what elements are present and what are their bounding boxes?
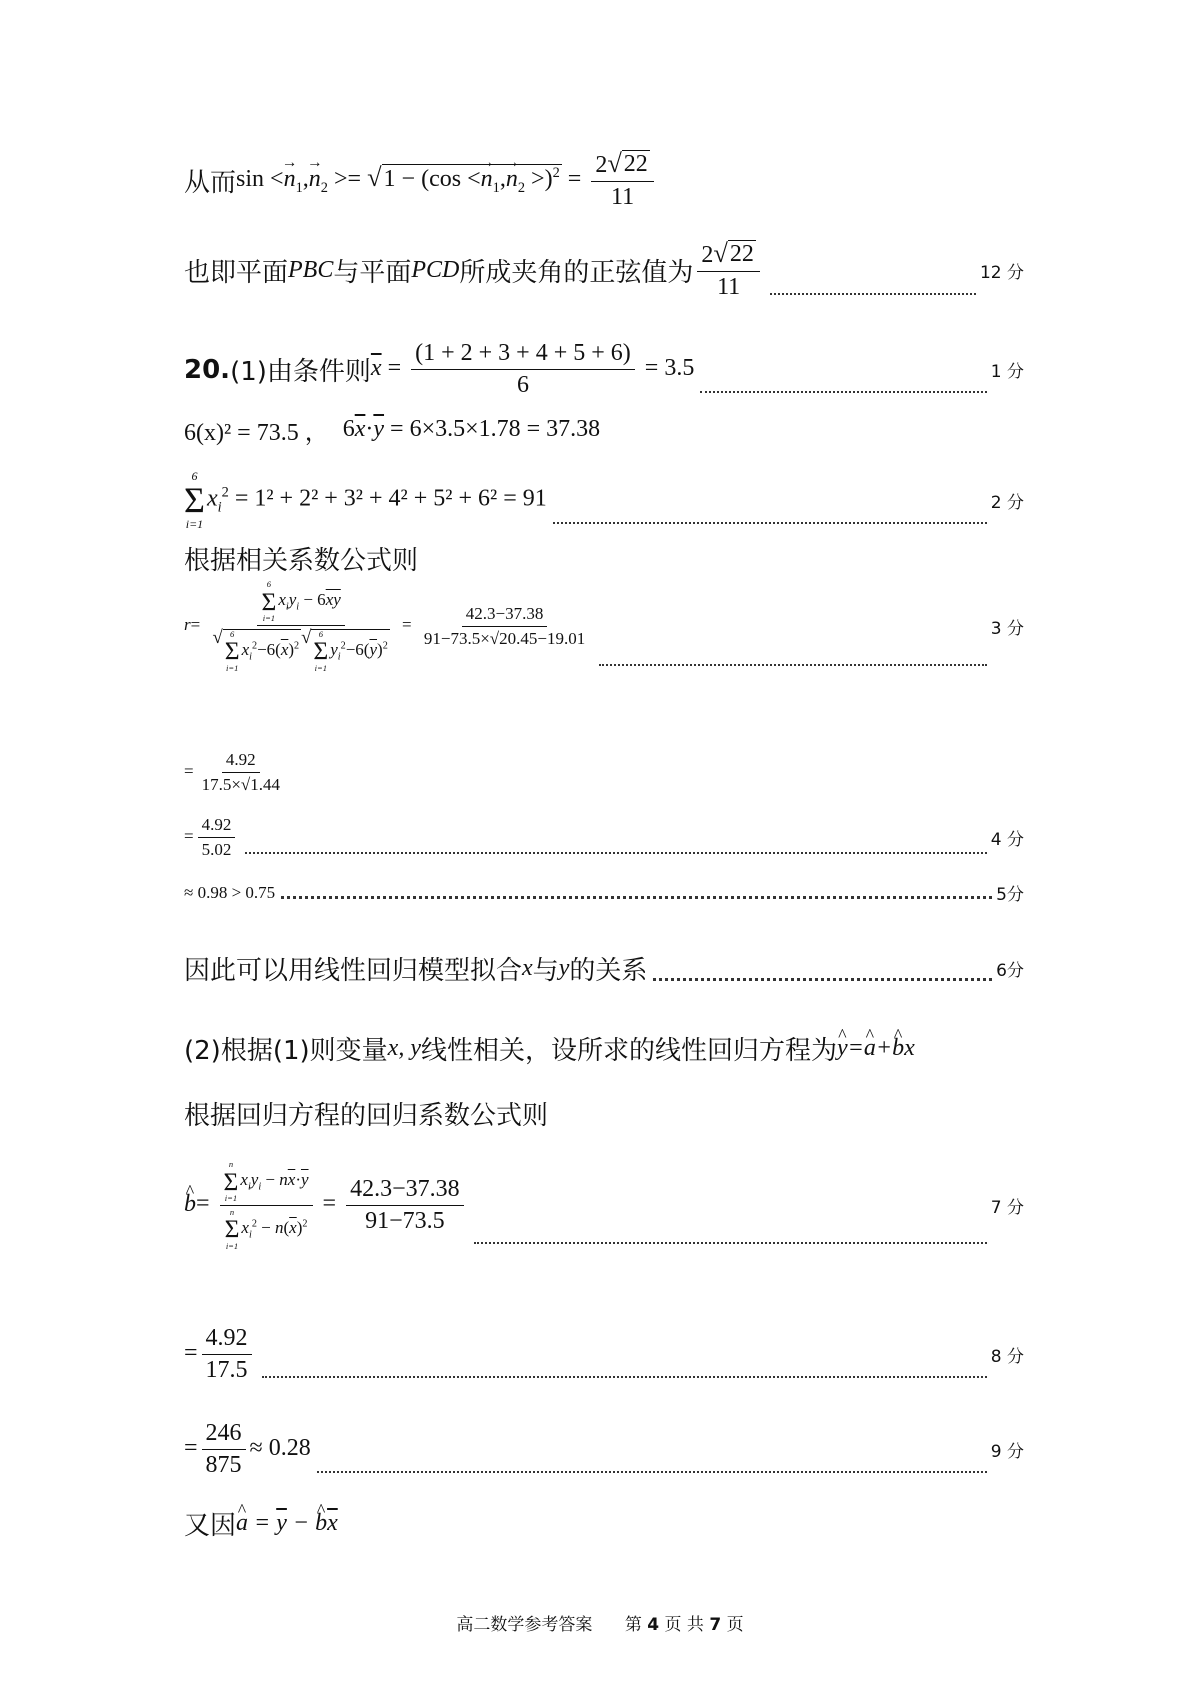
line-b-step (184, 1325, 1024, 1384)
line-part2 (184, 1030, 1024, 1067)
line-b-result (184, 1420, 1024, 1479)
line-plane-angle (184, 240, 1024, 301)
a-formula: ^ $a = \overline{y}$ − ^ $b\overline{x}$ (236, 1510, 338, 1537)
footer-di: 第 (624, 1615, 642, 1635)
sqrt-expression: √ $1 - (\cos <\to n_1,\to n_2 >)^2$ (367, 164, 562, 197)
score-8: 8 分 (990, 1347, 1024, 1367)
text-plane: 也即平面 (184, 258, 289, 288)
math-mean: $\overline{x}$ = $\frac{(1 + 2 + 3 + 4 + 5 + 6)}{6}$ = 3.5 (370, 340, 695, 398)
question-number: 20. (184, 354, 231, 385)
footer-gong: 共 (686, 1615, 704, 1635)
dot-leader (317, 1471, 987, 1473)
line-sin-result (184, 150, 1024, 211)
r-approx: ≈ 0.98 > 0.75 (184, 882, 276, 902)
expr-6xy: $6\overline{x}\cdot\overline{y} = 6\times 3.5\times 1.78 = 37.38$ (342, 416, 601, 442)
sum-expression: 6 Σ i=1 $x_i^2 = 1^2 + 2^2 + 3^2 + 4^2 + 5^2 + 6^2 = 91$ (184, 469, 547, 531)
line-r-step2 (184, 815, 1024, 860)
dot-leader (653, 978, 992, 981)
dot-leader (245, 852, 986, 854)
score-7: 7 分 (990, 1197, 1024, 1218)
dot-leader (262, 1376, 987, 1378)
fraction-result: 2 √ 22 11 (697, 240, 759, 301)
line-conclusion (184, 950, 1024, 987)
footer-ye: 页 (664, 1615, 682, 1635)
plane-pcd: PCD (411, 257, 460, 283)
line-sum-x-squared (184, 470, 1024, 530)
page-number: 4 (647, 1615, 660, 1635)
score-1: 1 分 (990, 362, 1024, 382)
sin-label: sin (236, 166, 265, 193)
b-formula: ^ b= n Σ i=1 $x_iy_i - n\overline{x}\cdot\overline{y}$ n Σ i=1 $x_i^2 - n(\overline{x})^2$ = $\frac{42.3-37.38}{91-73.5}$ (184, 1160, 468, 1250)
text-also: 又因 (184, 1511, 237, 1541)
vars-xy: x, y (387, 1035, 421, 1061)
regression-equation: ^ y=^ a+^ bx (837, 1035, 915, 1062)
expr-6xbar-squared: 6(x)² = 73.5 ， (184, 420, 329, 446)
line-mean-x (184, 340, 1024, 399)
score-6: 6分 (996, 961, 1024, 981)
line-intermediates (184, 412, 1024, 447)
line-r-step (184, 750, 1024, 795)
b-step-fraction: = $\frac{4.92}{17.5}$ (184, 1325, 256, 1384)
line-a-formula (184, 1505, 1024, 1542)
footer-ye2: 页 (726, 1615, 744, 1635)
dot-leader (474, 1242, 987, 1244)
vector-n1: → n (284, 166, 296, 193)
text-regression-equation: 线性相关，设所求的线性回归方程为 (420, 1036, 837, 1066)
b-result-fraction: = $\frac{246}{875}$ ≈ 0.28 (184, 1420, 311, 1478)
line-r-formula (184, 580, 1024, 672)
r-step2-fraction: = $\frac{4.92}{5.02}$ (184, 815, 239, 860)
one-minus-cos: 1 − (cos (383, 166, 462, 193)
dot-leader (281, 896, 992, 899)
fraction-2sqrt22-11: 2 √ 22 11 (591, 150, 653, 211)
dot-leader (700, 391, 986, 393)
score-3: 3 分 (990, 618, 1024, 639)
text-sine-value: 所成夹角的正弦值为 (459, 258, 694, 288)
score-4: 4 分 (990, 830, 1024, 850)
line-b-formula (184, 1160, 1024, 1250)
score-2: 2 分 (990, 492, 1024, 513)
score-9: 9 分 (990, 1442, 1024, 1462)
text-with-plane: 与平面 (333, 258, 412, 288)
line-r-approx (184, 880, 1024, 905)
r-formula: r= 6 Σ i=1 $x_iy_i - 6\overline{xy}$ √ 6 Σ i=1 $x_i^2-6(\overline{x})^2$ √ 6 Σ i=1 $y_i^2-6(\overline{y})^2$ = $\frac{42.3-37.38}{91-73.5\times√20.45-19.01}$ (184, 579, 586, 673)
var-y: y (558, 955, 570, 981)
plane-pbc: PBC (288, 257, 334, 283)
text-fit: 因此可以用线性回归模型拟合 (184, 956, 523, 986)
line-correlation-intro (184, 540, 1024, 577)
score-12: 12 分 (979, 263, 1024, 283)
var-x: x (522, 955, 533, 981)
score-5: 5分 (996, 885, 1024, 905)
text-part2: (2)根据(1)则变量 (184, 1036, 388, 1066)
vector-n2: → n (309, 166, 321, 193)
footer-title: 高二数学参考答案 (456, 1615, 593, 1635)
text-coef-formula: 根据回归方程的回归系数公式则 (184, 1101, 549, 1131)
text-relationship: 的关系 (569, 956, 648, 986)
text-correlation-formula: 根据相关系数公式则 (184, 546, 419, 576)
dot-leader (553, 522, 987, 524)
r-step-fraction: = $\frac{4.92}{17.5\times√1.44}$ (184, 750, 281, 794)
text-from: 从而 (184, 168, 237, 198)
dot-leader (770, 293, 976, 295)
math-sin-expression: $\sin <\to n_1,\to n_2$ >= √ $1 - (\cos <\to n_1,\to n_2 >)^2$ = 2 √ 22 11 (236, 150, 658, 211)
dot-leader (599, 664, 987, 666)
text-condition: (1)由条件则 (230, 357, 371, 387)
page-footer (0, 1610, 1200, 1635)
text-and: 与 (532, 956, 559, 986)
page-total: 7 (709, 1615, 722, 1635)
line-coef-intro (184, 1095, 1024, 1132)
